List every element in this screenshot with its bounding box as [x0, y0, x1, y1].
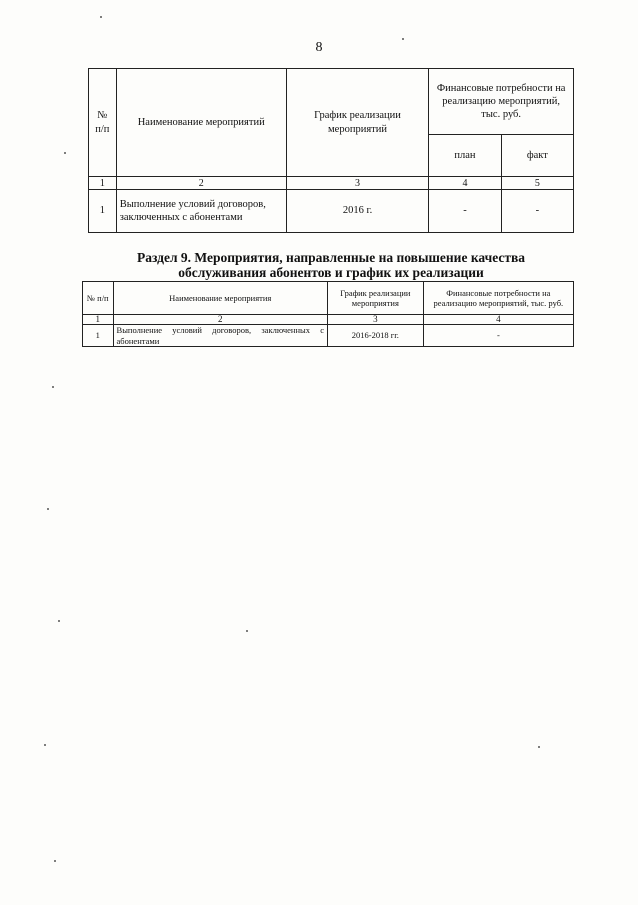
header-schedule: График реализации мероприятия [327, 282, 423, 315]
page-number: 8 [315, 40, 323, 55]
section-title [88, 250, 574, 280]
section-title-line2: обслуживания абонентов и график их реализации [178, 265, 484, 280]
header-num: № п/п [83, 282, 114, 315]
column-number: 5 [501, 177, 573, 190]
row-schedule: 2016 г. [286, 190, 429, 233]
header-name: Наименование мероприятия [113, 282, 327, 315]
column-number: 4 [429, 177, 501, 190]
column-number: 4 [423, 315, 573, 325]
column-number: 1 [89, 177, 117, 190]
header-name: Наименование мероприятий [116, 69, 286, 177]
scan-speck [402, 38, 404, 40]
row-name: Выполнение условий договоров, заключенных с абонентами [113, 325, 327, 347]
scan-speck [52, 386, 54, 388]
column-numbers-row [83, 315, 574, 325]
table-row [83, 325, 574, 347]
header-schedule: График реализации мероприятий [286, 69, 429, 177]
column-number: 1 [83, 315, 114, 325]
scan-speck [58, 620, 60, 622]
table-row [89, 190, 574, 233]
scan-speck [47, 508, 49, 510]
row-plan: - [429, 190, 501, 233]
scan-speck [54, 860, 56, 862]
column-number: 2 [116, 177, 286, 190]
column-number: 3 [327, 315, 423, 325]
header-finance: Финансовые потребности на реализацию мероприятий, тыс. руб. [429, 69, 574, 135]
header-finance: Финансовые потребности на реализацию мероприятий, тыс. руб. [423, 282, 573, 315]
header-plan: план [429, 135, 501, 177]
service-quality-table [82, 281, 574, 347]
row-finance: - [423, 325, 573, 347]
column-number: 3 [286, 177, 429, 190]
column-numbers-row [89, 177, 574, 190]
scan-speck [538, 746, 540, 748]
row-num: 1 [89, 190, 117, 233]
scan-speck [246, 630, 248, 632]
measures-table [88, 68, 574, 233]
scan-speck [44, 744, 46, 746]
row-num: 1 [83, 325, 114, 347]
row-schedule: 2016-2018 гг. [327, 325, 423, 347]
header-fact: факт [501, 135, 573, 177]
scan-speck [64, 152, 66, 154]
header-num: № п/п [89, 69, 117, 177]
scan-speck [100, 16, 102, 18]
row-fact: - [501, 190, 573, 233]
column-number: 2 [113, 315, 327, 325]
row-name: Выполнение условий договоров, заключенных с абонентами [116, 190, 286, 233]
section-title-line1: Раздел 9. Мероприятия, направленные на повышение качества [136, 250, 526, 265]
